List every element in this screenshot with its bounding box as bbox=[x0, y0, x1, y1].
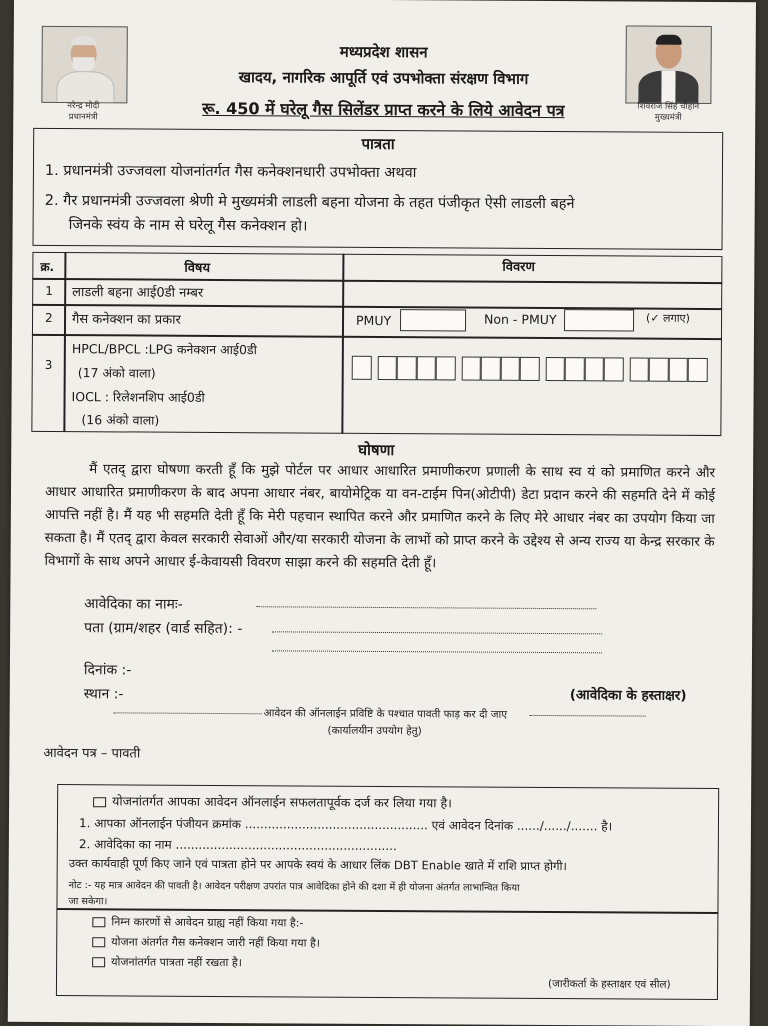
reason-2-text: योजनांतर्गत पात्रता नहीं रखता है। bbox=[111, 955, 242, 970]
reason-1-text: योजना अंतर्गत गैस कनेक्शन जारी नहीं किया गया है। bbox=[111, 935, 321, 950]
registration-number-line: 1. आपका ऑनलाईन पंजीयन क्रमांक ................................................ एवं आवेदन दिनांक ....../....../....... है। bbox=[78, 816, 613, 834]
digit-box[interactable] bbox=[481, 357, 501, 381]
non-pmuy-checkbox[interactable] bbox=[564, 309, 634, 331]
receipt-success-row bbox=[93, 792, 452, 811]
tick-instruction: (✓ लगाए) bbox=[646, 311, 690, 325]
eligibility-item-2-cont: जिनके स्वंय के नाम से घरेलू गैस कनेक्शन हो। bbox=[68, 217, 308, 235]
digit-box[interactable] bbox=[377, 356, 397, 380]
pm-photo bbox=[41, 26, 127, 104]
rejection-text: निम्न कारणों से आवेदन ग्राह्य नहीं किया गया है:- bbox=[111, 915, 304, 930]
form-title: रू. 450 में घरेलू गैस सिलेंडर प्राप्त करने के लिये आवेदन पत्र bbox=[202, 98, 565, 121]
rejected-checkbox[interactable] bbox=[92, 917, 105, 927]
dbt-note: उक्त कार्यवाही पूर्ण किए जाने एवं पात्रता होने पर आपके स्वयं के आधार लिंक DBT Enable खाते में राशि प्राप्त होगी। bbox=[68, 856, 567, 874]
digit-box[interactable] bbox=[352, 356, 372, 380]
digit-box[interactable] bbox=[584, 357, 604, 381]
address-label: पता (ग्राम/शहर (वार्ड सहित): - bbox=[84, 620, 243, 638]
address-field-line-1[interactable] bbox=[272, 631, 602, 634]
digit-box[interactable] bbox=[500, 357, 520, 381]
success-text: योजनांतर्गत आपका आवेदन ऑनलाईन सफलतापूर्वक दर्ज कर लिया गया है। bbox=[112, 793, 452, 811]
digit-box[interactable] bbox=[461, 356, 481, 380]
pm-name: नरेन्द्र मोदी bbox=[67, 101, 100, 112]
place-label: स्थान :- bbox=[83, 686, 124, 703]
declaration-text: मैं एतद् द्वारा घोषणा करती हूँ कि मुझे पोर्टल पर आधार आधारित प्रमाणीकरण प्रणाली के साथ स्व यं को प्रमाणित करने और आधार आधारित प्रमाणीकरण के बाद अपना आधार नंबर, बायोमेट्रिक या वन-टाईम पिन(ओटीपी) डेटा प्रदान करने की सहमति देने में कोई आपत्ति नहीं है। मैं यह भी सहमति देती हूँ कि मेरी पहचान स्थापित करने और प्रमाणित करने के लिए मेरे आधार नंबर का उपयोग किया जा सकता है। मैं एतद् द्वारा केवल सरकारी सेवाओं और/या सरकारी योजना के लाभों को प्राप्त करने के उद्देश्य से अन्य राज्य या केन्द्र सरकार के विभागों के साथ अपने आधार ई-केवायसी विवरण साझा करने की सहमति देती हूँ। bbox=[44, 461, 716, 572]
cm-name: शिवराज सिंह चौहान bbox=[637, 101, 700, 112]
row3-iocl-label: IOCL : रिलेशनशिप आई0डी bbox=[71, 389, 205, 405]
applicant-name-line: 2. आवेदिका का नाम .......................................................... bbox=[78, 837, 397, 854]
acknowledgement-note-cont: जा सकेगा। bbox=[68, 896, 108, 908]
reason-1-row bbox=[92, 934, 320, 950]
declaration-heading: घोषणा bbox=[358, 440, 395, 460]
cm-role: मुख्यमंत्री bbox=[654, 112, 682, 123]
address-field-line-2[interactable] bbox=[272, 650, 602, 653]
row3-serial: 3 bbox=[44, 357, 53, 372]
pm-role: प्रधानमंत्री bbox=[68, 112, 98, 123]
digit-box[interactable] bbox=[649, 358, 669, 382]
rejection-row bbox=[92, 914, 303, 930]
col-detail-header: विवरण bbox=[502, 259, 535, 275]
pmuy-label: PMUY bbox=[355, 312, 392, 329]
applicant-name-field[interactable] bbox=[256, 606, 596, 609]
digit-box[interactable] bbox=[688, 358, 708, 382]
row1-serial: 1 bbox=[45, 283, 53, 298]
row3-hpcl-label: HPCL/BPCL :LPG कनेक्शन आई0डी bbox=[71, 341, 257, 358]
digit-box[interactable] bbox=[397, 356, 417, 380]
applicant-name-label: आवेदिका का नामः- bbox=[84, 596, 183, 613]
issuer-signature-label: (जारीकर्ता के हस्ताक्षर एवं सील) bbox=[547, 978, 671, 991]
digit-box[interactable] bbox=[520, 357, 540, 381]
office-use-note: (कार्यालयीन उपयोग हेतु) bbox=[327, 724, 422, 738]
row3-hpcl-digits: (17 अंको वाला) bbox=[77, 365, 156, 381]
col-subject-header: विषय bbox=[184, 260, 211, 276]
non-pmuy-label: Non - PMUY bbox=[484, 311, 557, 328]
application-form-sheet bbox=[8, 0, 756, 1026]
reason-1-checkbox[interactable] bbox=[92, 937, 105, 947]
digit-box[interactable] bbox=[436, 356, 456, 380]
ladli-behna-id-field[interactable] bbox=[346, 283, 716, 306]
tear-off-instruction: आवेदन की ऑनलाईन प्रविष्टि के पश्चात पावती फाड़ कर दी जाए bbox=[263, 707, 508, 721]
digit-box[interactable] bbox=[668, 358, 688, 382]
digit-box[interactable] bbox=[565, 357, 585, 381]
eligibility-heading: पात्रता bbox=[361, 134, 395, 154]
receipt-title: आवेदन पत्र – पावती bbox=[43, 745, 141, 762]
row2-serial: 2 bbox=[45, 310, 53, 325]
row2-subject: गैस कनेक्शन का प्रकार bbox=[71, 312, 181, 328]
row1-subject: लाडली बहना आई0डी नम्बर bbox=[72, 285, 204, 301]
cm-photo bbox=[625, 25, 711, 104]
col-serial-header: क्र. bbox=[40, 259, 55, 274]
acknowledgement-note: नोट :- यह मात्र आवेदन की पावती है। आवेदन परीक्षण उपरांत पात्र आवेदिका होने की दशा में ही योजना अंतर्गत लाभान्वित किया bbox=[68, 880, 520, 894]
reason-2-row bbox=[92, 954, 242, 970]
success-checkbox[interactable] bbox=[93, 797, 106, 807]
reason-2-checkbox[interactable] bbox=[92, 957, 105, 967]
digit-box[interactable] bbox=[629, 357, 649, 381]
eligibility-item-2: 2. गैर प्रधानमंत्री उज्जवला श्रेणी मे मुख्यमंत्री लाडली बहना योजना के तहत पंजीकृत ऐसी लाडली बहने bbox=[44, 192, 575, 213]
government-name: मध्यप्रदेश शासन bbox=[339, 42, 428, 62]
digit-box[interactable] bbox=[545, 357, 565, 381]
pmuy-checkbox[interactable] bbox=[400, 309, 466, 331]
eligibility-item-1: 1. प्रधानमंत्री उज्जवला योजनांतर्गत गैस कनेक्शनधारी उपभोक्ता अथवा bbox=[44, 162, 417, 182]
row3-iocl-digits: (16 अंको वाला) bbox=[81, 412, 160, 428]
applicant-signature-label: (आवेदिका के हस्ताक्षर) bbox=[569, 687, 687, 704]
department-name: खादय, नागरिक आपूर्ति एवं उपभोक्ता संरक्षण विभाग bbox=[238, 68, 529, 88]
digit-box[interactable] bbox=[416, 356, 436, 380]
connection-id-digit-boxes bbox=[352, 356, 722, 384]
date-label: दिनांक :- bbox=[83, 662, 132, 679]
digit-box[interactable] bbox=[604, 357, 624, 381]
